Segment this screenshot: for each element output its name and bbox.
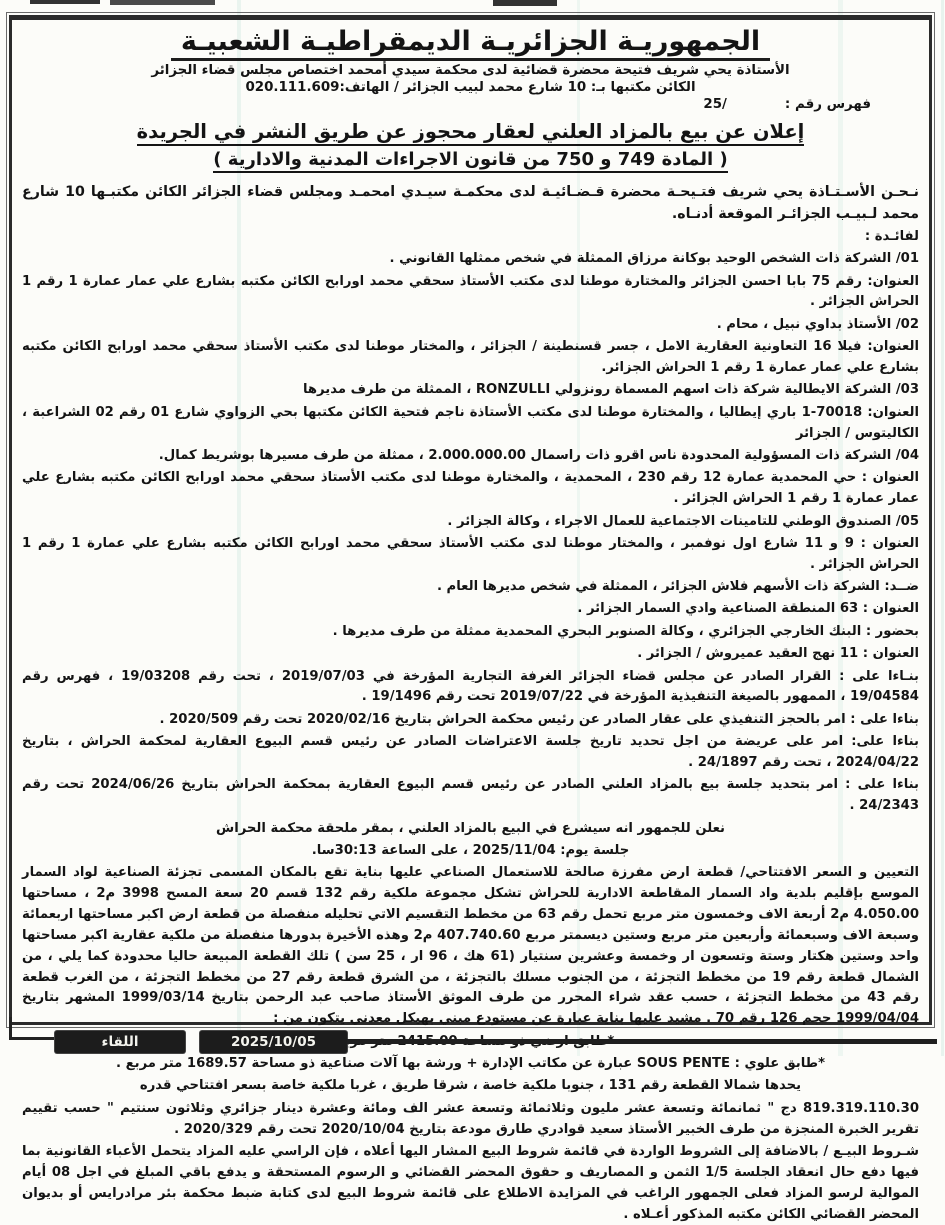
top-cutoff-strip-1 — [30, 0, 100, 4]
basis-objections-order: بناءا على: امر على عريضة من اجل تحديد تاريخ جلسة الاعتراضات الصادر عن رئيس قسم البيوع العقارية لمحكمة الحراش ، بتاريخ 2024/04/22 ، تحت رقم 24/1897 . — [22, 734, 919, 770]
office-address-line: الكائن مكتبها بـ: 10 شارع محمد لبيب الجزائر / الهاتف:020.111.609 — [245, 80, 696, 95]
party-4-name: 04/ الشركة ذات المسؤولية المحدودة ناس اقرو ذات راسمال 2.000.000.00 ، ممثلة من طرف مسيرها بوشريط كمال. — [158, 447, 919, 463]
party-5-address: العنوان : 9 و 11 شارع اول نوفمبر ، والمختار موطنا لدى مكتب الأستاذ سحقي محمد اورابح الكائن مكتبه بشارع علي عمارة 1 رقم 1 الحراش الجزائر . — [22, 535, 919, 572]
announcement-title: إعلان عن بيع بالمزاد العلني لعقار محجوز عن طريق النشر في الجريدة — [137, 120, 805, 146]
announcement-subtitle: ( المادة 749 و 750 من قانون الاجراءات المدنية والادارية ) — [213, 149, 727, 173]
officer-line: الأستاذة يحي شريف فتيحة محضرة قضائية لدى محكمة سيدي أمحمد اختصاص مجلس قضاء الجزائر — [151, 63, 790, 78]
presence-line: بحضور : البنك الخارجي الجزائري ، وكالة الصنوبر البحري المحمدية ممثلة من طرف مديرها . — [332, 623, 919, 639]
presence-address: العنوان : 11 نهج العقيد عميروش / الجزائر . — [637, 646, 919, 662]
intro-paragraph: نـحـن الأسـتـاذة يحي شريف فتـيحـة محضرة قـضـائيـة لدى محكمـة سيـدي امحمـد ومجلس قضاء الجزائر الكائن مكتبـها 10 شارع محمد لـبيـب الجزائـر الموقعة أدنـاه. — [22, 183, 919, 222]
republic-title: الجمهوريـة الجزائريـة الديمقراطيـة الشعبيـة — [171, 26, 770, 61]
basis-court-decision: بنـاءا على : القرار الصادر عن مجلس قضاء الجزائر الغرفة التجارية المؤرخة في 2019/07/03 ، تحت رقم 19/03208 ، فهرس رقم 19/04584 ، الممهور بالصيغة التنفيذية المؤرخة في 2019/07/22 تحت رقم 19/1496 . — [22, 668, 920, 705]
opening-price-paragraph: 819.319.110.30 دج " ثمانمائة وتسعة عشر مليون وثلاثمائة وتسعة عشر الف ومائة وعشرة دينار جزائري وثلاثون سنتيم " حسب تقييم تقرير الخبرة المنجزة من طرف الخبير الأستاذ سعيد قوادري طارق مودعة بتاريخ 2020/10/04 تحت رقم 2020/329 . — [22, 1100, 919, 1137]
party-1-name: 01/ الشركة ذات الشخص الوحيد بوكانة مرزاق الممثلة في شخص ممثلها القانوني . — [389, 251, 919, 267]
index-label: فهرس رقم : — [784, 97, 871, 112]
public-notice-line: نعلن للجمهور انه سيشرع في البيع بالمزاد العلني ، بمقر ملحقة محكمة الحراش — [216, 820, 725, 836]
party-5-name: 05/ الصندوق الوطني للتامينات الاجتماعية للعمال الاجراء ، وكالة الجزائر . — [447, 513, 919, 529]
republic-title-row — [22, 24, 919, 61]
basis-auction-order: بناءا على : امر بتحديد جلسة بيع بالمزاد العلني الصادر عن رئيس قسم البيوع العقارية بمحكمة الحراش بتاريخ 2024/06/26 تحت رقم 24/2343 . — [22, 777, 919, 814]
against-address: العنوان : 63 المنطقة الصناعية وادي السمار الجزائر . — [577, 601, 919, 617]
party-2-name: 02/ الأستاذ بداوي نبيل ، محام . — [716, 316, 919, 332]
party-2-address: العنوان: فيلا 16 التعاونية العقارية الامل ، جسر قسنطينة / الجزائر ، والمختار موطنا لدى مكتب الأستاذ سحقي محمد اورابح الكائن مكتبه بشارع علي عمار عمارة 1 رقم 1 الحراش الجزائر. — [22, 339, 919, 376]
top-cutoff-strip-3 — [493, 0, 557, 6]
party-4-address: العنوان : حي المحمدية عمارة 12 رقم 230 ، المحمدية ، والمختارة موطنا لدى مكتب الأستاذ سحقي محمد اورابح الكائن مكتبه بشارع علي عمار عمارة 1 رقم 1 الحراش الجزائر . — [22, 470, 919, 507]
designation-paragraph: التعيين و السعر الافتتاحي/ قطعة ارض مفرزة صالحة للاستعمال الصناعي عليها بناية تقع بالمكان المسمى تجزئة الصناعية لواد السمار الموسع بإقليم بلدية واد السمار المقاطعة الادارية للحراش تشكل مجموعة ملكية رقم 132 قسم 20 سعة المسح 3998 م2 ، مساحتها 4.050.00 م2 أربعة الاف وخمسون متر مربع تحمل رقم 63 من مخطط التقسيم الاتي تحليله منفصلة من قطعة ارض اكبر مساحتها اربعمائة وسبعة الاف وسبعمائة وأربعين متر مربع وستين ديسمتر مربع 407.740.60 م2 وهذه الأخيرة بدورها منفصلة من ملكية عقارية اكبر مساحتها واحد وستين هكتار وستة وتسعون ار وخمسة وعشرين سنتيار (61 هك ، 96 ار ، 25 سن ) تلك القطعة المبيعة حاليا محدودة كما يلي ، من الشمال قطعة رقم 19 من مخطط التجزئة ، من الجنوب مسلك بالتجزئة ، من الشرق قطعة رقم 27 من مخطط التجزئة ، من الغرب قطعة رقم 43 من مخطط التجزئة ، حسب عقد شراء المحرر من طرف الموثق الأستاذ صاحب عبد الرحمن بتاريخ 1999/03/14 المشهر بتاريخ 1999/04/04 حجم 126 رقم 70 . مشيد عليها بناية عبارة عن مستودع مبني بهيكل معدني يتكون من : — [22, 865, 919, 1027]
session-date-line: جلسة يوم: 2025/11/04 ، على الساعة 30:13سا. — [311, 842, 630, 858]
index-row — [22, 97, 919, 112]
upper-floor-line: *طابق علوي : SOUS PENTE عبارة عن مكاتب الإدارة + ورشة بها آلات صناعية ذو مساحة 1689.57 متر مربع . — [116, 1056, 825, 1072]
against-line: ضــد: الشركة ذات الأسهم فلاش الجزائر ، الممثلة في شخص مديرها العام . — [436, 579, 919, 595]
party-3-name: 03/ الشركة الايطالية شركة ذات اسهم المسماة رونزولي RONZULLI ، الممثلة من طرف مديرها — [302, 382, 919, 398]
announcement-title-row-1 — [22, 116, 919, 146]
footer-section-tag: اللقاء — [55, 1031, 185, 1053]
footer-date-tag: 2025/10/05 — [200, 1031, 347, 1053]
beneficiary-label: لفائـدة : — [864, 228, 919, 244]
basis-seizure-order: بناءا على : امر بالحجز التنفيذي على عقار الصادر عن رئيس محكمة الحراش بتاريخ 2020/02/16 تحت رقم 2020/509 . — [159, 711, 919, 727]
party-1-address: العنوان: رقم 75 بابا احسن الجزائر والمختارة موطنا لدى مكتب الأستاذ سحقي محمد اورابح الكائن مكتبه بشارع علي عمار عمارة 1 رقم 1 الحراش الجزائر . — [22, 273, 919, 310]
boundaries-line: يحدها شمالا القطعة رقم 131 ، جنوبا ملكية خاصة ، شرقا طريق ، غربا ملكية خاصة بسعر افتتاحي قدره — [139, 1078, 802, 1094]
index-value: /25 — [703, 97, 727, 112]
footer-rule-bar — [347, 1039, 937, 1044]
announcement-title-row-2 — [22, 146, 919, 179]
party-3-address: العنوان: 70018-1 باري إيطاليا ، والمختارة موطنا لدى مكتب الأستاذة ناجم فتحية الكائن مكتبها بحي الزواوي شارع 01 رقم 02 الشراعبة ، الكاليتوس / الجزائر — [22, 404, 919, 441]
top-cutoff-strip-2 — [110, 0, 215, 5]
sale-conditions-paragraph: شـروط البيـع / بالاضافة إلى الشروط الواردة في قائمة شروط البيع المشار اليها أعلاه ، فإن الراسي عليه المزاد يتحمل الأعباء القانونية بما فيها دفع حال انعقاد الجلسة 1/5 الثمن و المصاريف و حقوق المحضر القضائي و الرسوم المستحقة و يدفع باقي المبلغ في اجل 08 أيام الموالية لرسو المزاد فعلى الجمهور الراغب في المزايدة الاطلاع على قائمة شروط البيع لدى كتابة ضبط محكمة بئر مرادرايس أو بديوان المحضر القضائي الكائن مكتبه المذكور أعـلاه . — [22, 1143, 919, 1222]
frame-bottom-corner — [9, 1017, 55, 1040]
